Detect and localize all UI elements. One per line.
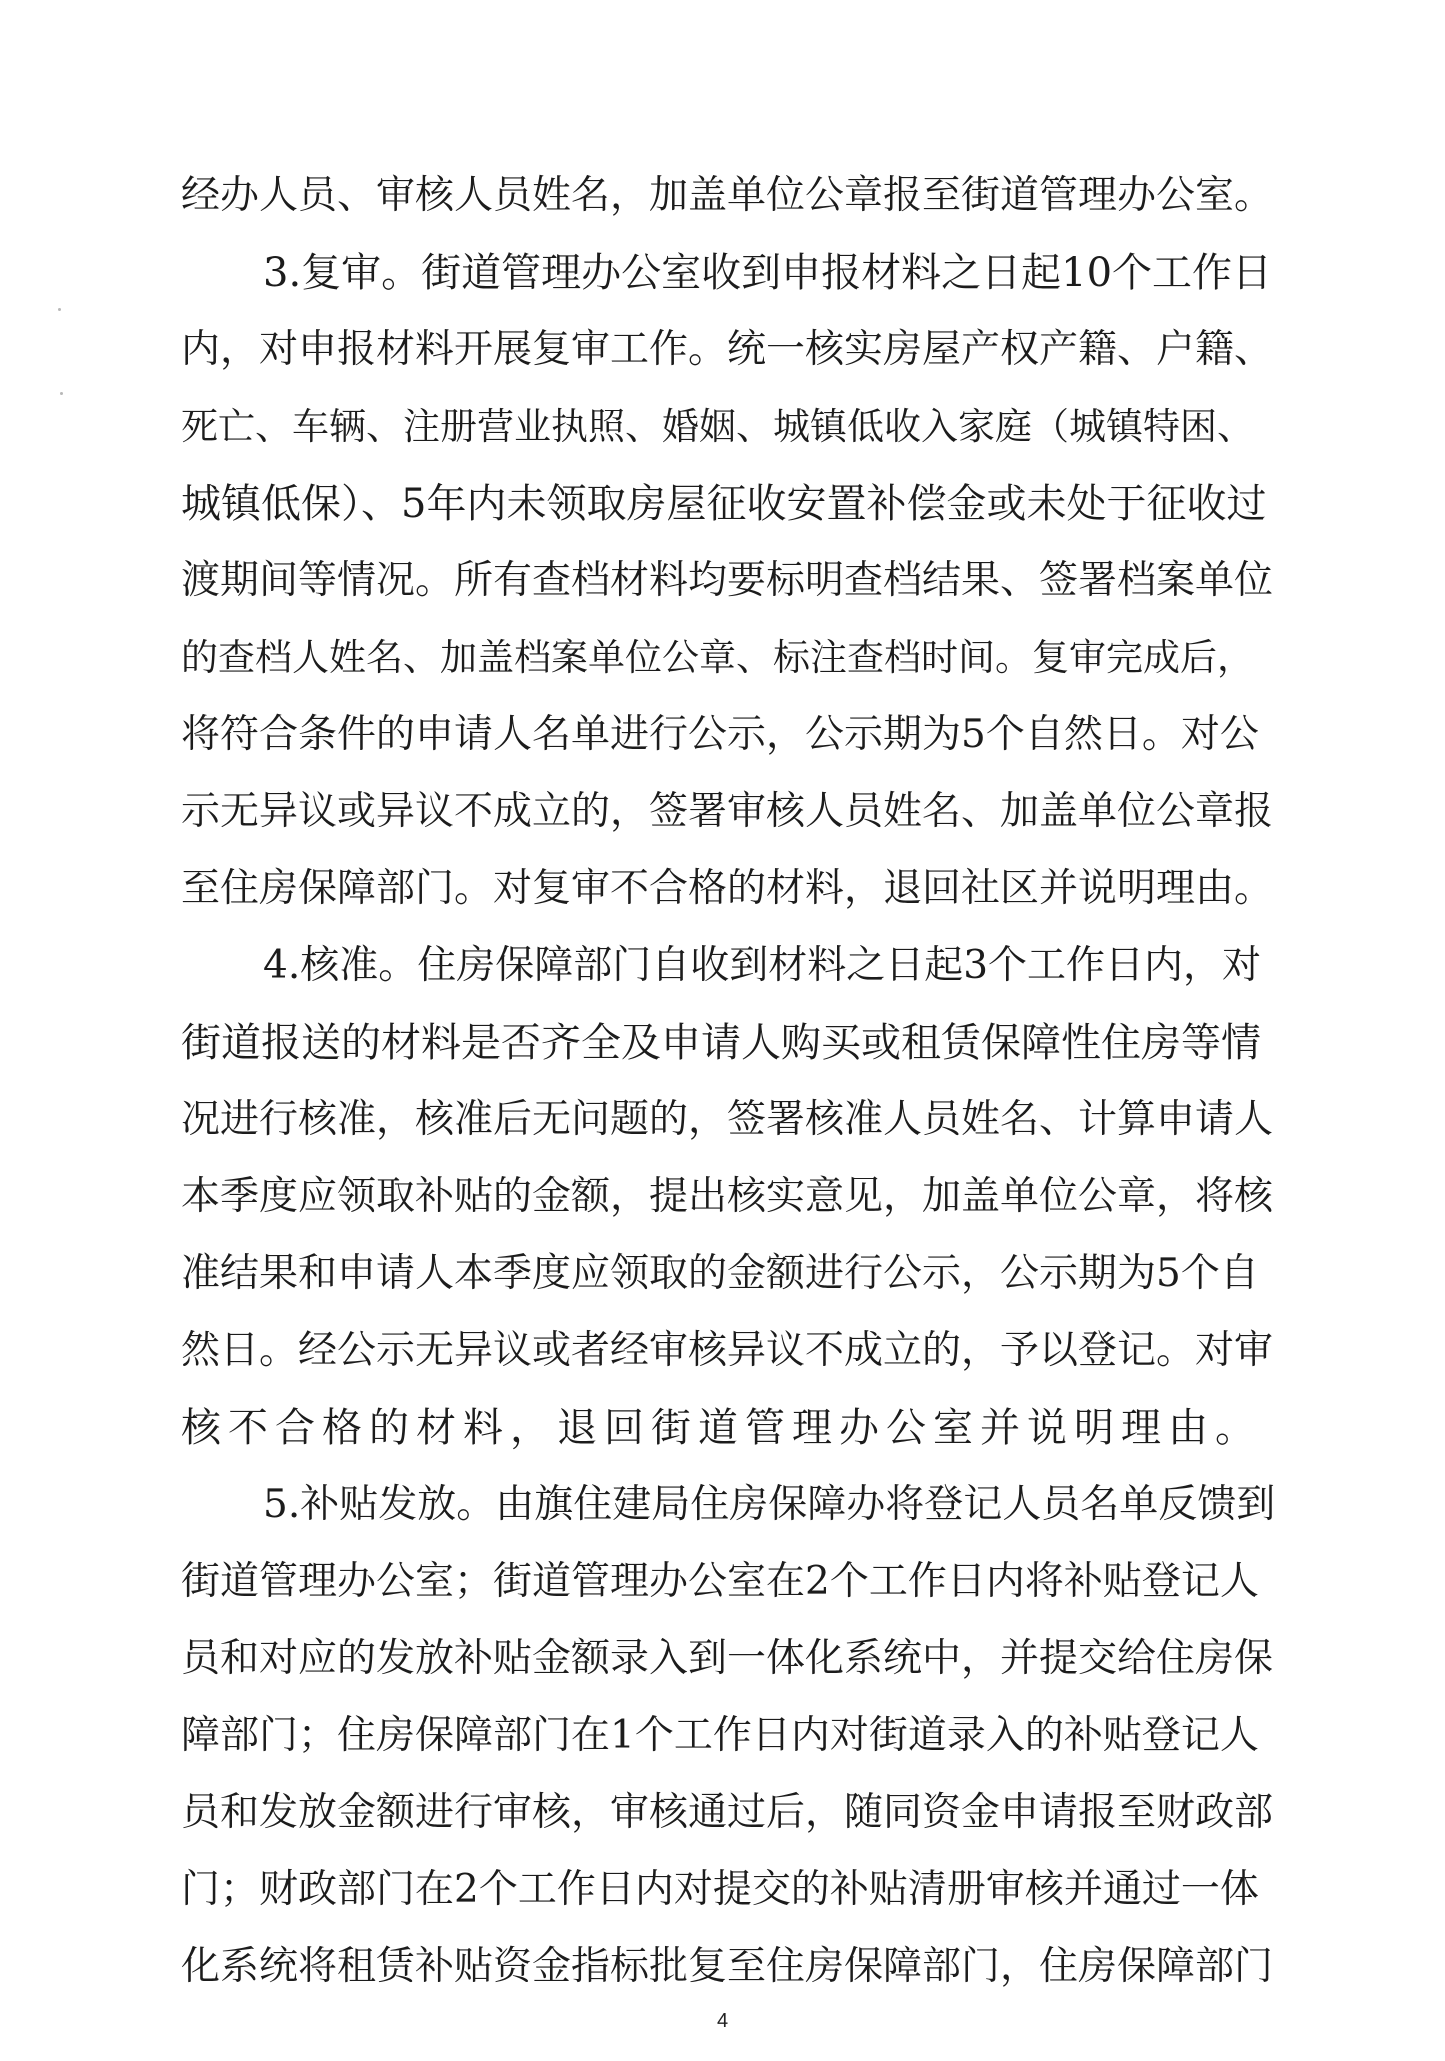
text-line: 内，对申报材料开展复审工作。统一核实房屋产权产籍、户籍、 [181, 327, 1274, 372]
text-line: 3.复审。街道管理办公室收到申报材料之日起10个工作日 [263, 250, 1273, 296]
text-line: 死亡、车辆、注册营业执照、婚姻、城镇低收入家庭（城镇特困、 [181, 405, 1254, 448]
text-line: 员和对应的发放补贴金额录入到一体化系统中，并提交给住房保 [181, 1636, 1274, 1681]
text-line: 5.补贴发放。由旗住建局住房保障办将登记人员名单反馈到 [263, 1482, 1276, 1527]
text-line: 障部门；住房保障部门在1个工作日内对街道录入的补贴登记人 [181, 1713, 1259, 1758]
text-line: 化系统将租赁补贴资金指标批复至住房保障部门，住房保障部门 [181, 1944, 1274, 1989]
text-line: 街道管理办公室；街道管理办公室在2个工作日内将补贴登记人 [181, 1559, 1259, 1604]
scan-speck [60, 392, 63, 395]
text-line: 门；财政部门在2个工作日内对提交的补贴清册审核并通过一体 [181, 1867, 1259, 1912]
text-line: 4.核准。住房保障部门自收到材料之日起3个工作日内，对 [263, 943, 1262, 988]
text-line: 准结果和申请人本季度应领取的金额进行公示，公示期为5个自 [181, 1251, 1259, 1296]
scan-speck [58, 308, 61, 311]
text-line: 然日。经公示无异议或者经审核异议不成立的，予以登记。对审 [181, 1328, 1274, 1373]
text-line: 本季度应领取补贴的金额，提出核实意见，加盖单位公章，将核 [181, 1174, 1274, 1219]
text-line: 街道报送的材料是否齐全及申请人购买或租赁保障性住房等情 [181, 1020, 1261, 1066]
text-line: 渡期间等情况。所有查档材料均要标明查档结果、签署档案单位 [181, 558, 1274, 603]
text-line: 员和发放金额进行审核，审核通过后，随同资金申请报至财政部 [181, 1790, 1274, 1835]
text-line: 示无异议或异议不成立的，签署审核人员姓名、加盖单位公章报 [181, 789, 1274, 834]
page-number: 4 [716, 2010, 729, 2032]
text-line: 核不合格的材料，退回街道管理办公室并说明理由。 [181, 1405, 1262, 1451]
text-line: 况进行核准，核准后无问题的，签署核准人员姓名、计算申请人 [181, 1097, 1274, 1142]
text-line: 的查档人姓名、加盖档案单位公章、标注查档时间。复审完成后， [181, 636, 1254, 679]
text-line: 经办人员、审核人员姓名，加盖单位公章报至街道管理办公室。 [181, 173, 1274, 218]
text-line: 将符合条件的申请人名单进行公示，公示期为5个自然日。对公 [181, 712, 1259, 757]
text-line: 至住房保障部门。对复审不合格的材料，退回社区并说明理由。 [181, 866, 1274, 911]
text-line: 城镇低保）、5年内未领取房屋征收安置补偿金或未处于征收过 [181, 481, 1267, 527]
